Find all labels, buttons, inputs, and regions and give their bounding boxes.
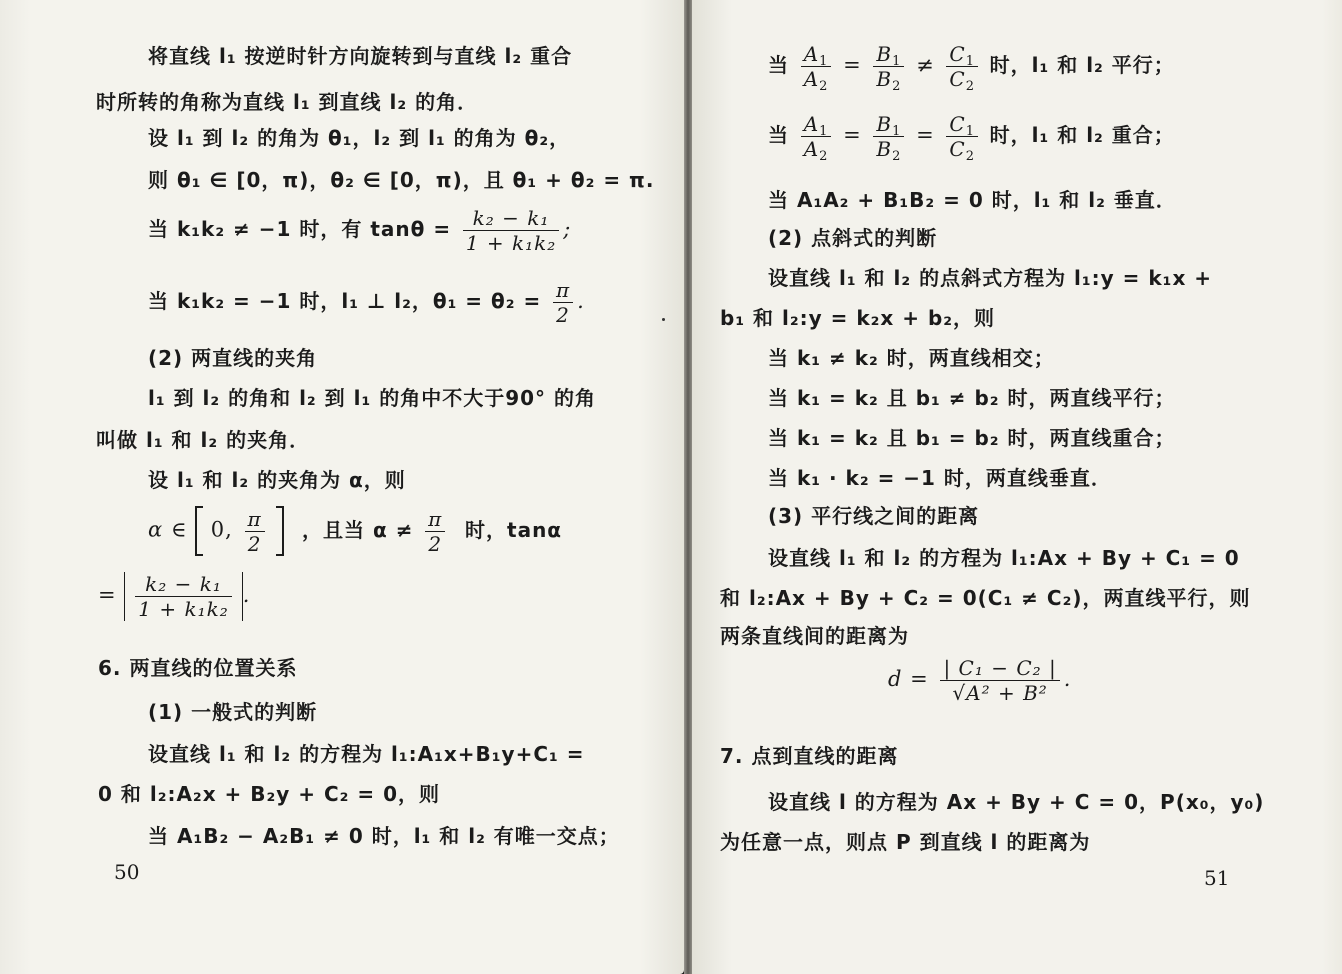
l5-numerator: k₂ − k₁ bbox=[463, 206, 559, 231]
l11-part-a: α ∈ bbox=[148, 517, 188, 542]
l5-denominator: 1 + k₁k₂ bbox=[465, 231, 557, 255]
r1-tail: 时，l₁ 和 l₂ 平行； bbox=[989, 53, 1175, 77]
l11-part-b: ，且当 α ≠ bbox=[302, 517, 414, 542]
l6-denominator: 2 bbox=[556, 303, 570, 327]
r2-tail: 时，l₁ 和 l₂ 重合； bbox=[989, 123, 1175, 147]
l6-numerator: π bbox=[553, 278, 573, 303]
line-l10: 设 l₁ 和 l₂ 的夹角为 α，则 bbox=[148, 468, 406, 492]
line-l17: 当 A₁B₂ − A₂B₁ ≠ 0 时，l₁ 和 l₂ 有唯一交点； bbox=[148, 824, 620, 848]
l11-pi-half-2: $\frac{\pi}{2}$ bbox=[425, 507, 445, 556]
line-r12: 设直线 l₁ 和 l₂ 的方程为 l₁:Ax + By + C₁ = 0 bbox=[768, 546, 1240, 570]
line-r18: 为任意一点，则点 P 到直线 l 的距离为 bbox=[720, 830, 1091, 854]
line-l3: 设 l₁ 到 l₂ 的角为 θ₁，l₂ 到 l₁ 的角为 θ₂， bbox=[148, 126, 571, 150]
line-l16: 0 和 l₂:A₂x + B₂y + C₂ = 0，则 bbox=[98, 782, 441, 806]
page-number-right: 51 bbox=[1204, 866, 1230, 890]
book-spine bbox=[684, 0, 692, 974]
line-r11: (3) 平行线之间的距离 bbox=[768, 504, 980, 528]
line-r2: 当 $\frac{A_1}{A_2}$ = $\frac{B_1}{B_2}$ = $\frac{C_1}{C_2}$ 时，l₁ 和 l₂ 重合； bbox=[768, 112, 1175, 164]
page-number-left: 50 bbox=[114, 860, 140, 884]
line-l1: 将直线 l₁ 按逆时针方向旋转到与直线 l₂ 重合 bbox=[148, 44, 573, 68]
r15-denominator: √A² + B² bbox=[952, 681, 1048, 705]
line-l5: 当 k₁k₂ ≠ −1 时，有 tanθ = $\frac{\text{k₂ − k₁}}{\text{1 + k₁k₂}}$ ; bbox=[148, 206, 572, 255]
stray-dot bbox=[662, 318, 665, 321]
right-page bbox=[692, 0, 1342, 974]
section-6-heading: 6. 两直线的位置关系 bbox=[98, 656, 298, 680]
line-r17: 设直线 l 的方程为 Ax + By + C = 0，P(x₀，y₀) bbox=[768, 790, 1265, 814]
line-r14: 两条直线间的距离为 bbox=[720, 624, 909, 648]
line-r9: 当 k₁ = k₂ 且 b₁ = b₂ 时，两直线重合； bbox=[768, 426, 1176, 450]
line-r1: 当 $\frac{A_1}{A_2}$ = $\frac{B_1}{B_2}$ ≠ $\frac{C_1}{C_2}$ 时，l₁ 和 l₂ 平行； bbox=[768, 42, 1175, 94]
l6-fraction bbox=[553, 278, 573, 327]
line-r8: 当 k₁ = k₂ 且 b₁ ≠ b₂ 时，两直线平行； bbox=[768, 386, 1176, 410]
line-r3: 当 A₁A₂ + B₁B₂ = 0 时，l₁ 和 l₂ 垂直． bbox=[768, 188, 1177, 212]
line-l12: = $\frac{\text{k₂ − k₁}}{\text{1 + k₁k₂}}$ . bbox=[98, 572, 251, 621]
l12-fraction bbox=[135, 572, 231, 621]
line-r6: b₁ 和 l₂:y = k₂x + b₂，则 bbox=[720, 306, 996, 330]
l11-part-c: 时，tanα bbox=[465, 517, 563, 542]
line-l7: (2) 两直线的夹角 bbox=[148, 346, 318, 370]
line-l4: 则 θ₁ ∈ [0，π)，θ₂ ∈ [0，π)，且 θ₁ + θ₂ = π. bbox=[148, 168, 655, 192]
line-l15: 设直线 l₁ 和 l₂ 的方程为 l₁:A₁x+B₁y+C₁ = bbox=[148, 742, 585, 766]
line-r4: (2) 点斜式的判断 bbox=[768, 226, 938, 250]
l12-denominator: 1 + k₁k₂ bbox=[138, 597, 229, 621]
r15-numerator: | C₁ − C₂ | bbox=[940, 656, 1059, 681]
line-r13: 和 l₂:Ax + By + C₂ = 0(C₁ ≠ C₂)，两直线平行，则 bbox=[720, 586, 1251, 610]
line-l8: l₁ 到 l₂ 的角和 l₂ 到 l₁ 的角中不大于90° 的角 bbox=[148, 386, 596, 410]
l6-prefix: 当 k₁k₂ = −1 时，l₁ ⊥ l₂，θ₁ = θ₂ = bbox=[148, 289, 542, 313]
line-l2: 时所转的角称为直线 l₁ 到直线 l₂ 的角． bbox=[96, 90, 479, 114]
l11-pi-half: $\frac{\pi}{2}$ bbox=[245, 507, 265, 556]
line-r5: 设直线 l₁ 和 l₂ 的点斜式方程为 l₁:y = k₁x + bbox=[768, 266, 1213, 290]
left-bracket bbox=[195, 506, 203, 556]
l12-abs bbox=[124, 572, 242, 621]
line-l6: 当 k₁k₂ = −1 时，l₁ ⊥ l₂，θ₁ = θ₂ = $\frac{\pi}{2}$ . bbox=[148, 278, 585, 327]
right-bracket bbox=[276, 506, 284, 556]
section-7-heading: 7. 点到直线的距离 bbox=[720, 744, 899, 768]
l12-numerator: k₂ − k₁ bbox=[135, 572, 231, 597]
line-r10: 当 k₁ · k₂ = −1 时，两直线垂直． bbox=[768, 466, 1112, 490]
l5-fraction bbox=[463, 206, 559, 255]
l5-prefix: 当 k₁k₂ ≠ −1 时，有 tanθ = bbox=[148, 217, 452, 241]
line-r7: 当 k₁ ≠ k₂ 时，两直线相交； bbox=[768, 346, 1055, 370]
line-l11: α ∈ 0, $\frac{\pi}{2}$ ，且当 α ≠ $\frac{\pi}{2}$ 时，tanα bbox=[148, 506, 563, 556]
line-r15: d = $\frac{\text{| C₁ − C₂ |}}{\text{√A² + B²}}$ . bbox=[888, 656, 1072, 705]
line-l14: (1) 一般式的判断 bbox=[148, 700, 318, 724]
distance-fraction bbox=[940, 656, 1059, 705]
line-l9: 叫做 l₁ 和 l₂ 的夹角． bbox=[96, 428, 311, 452]
